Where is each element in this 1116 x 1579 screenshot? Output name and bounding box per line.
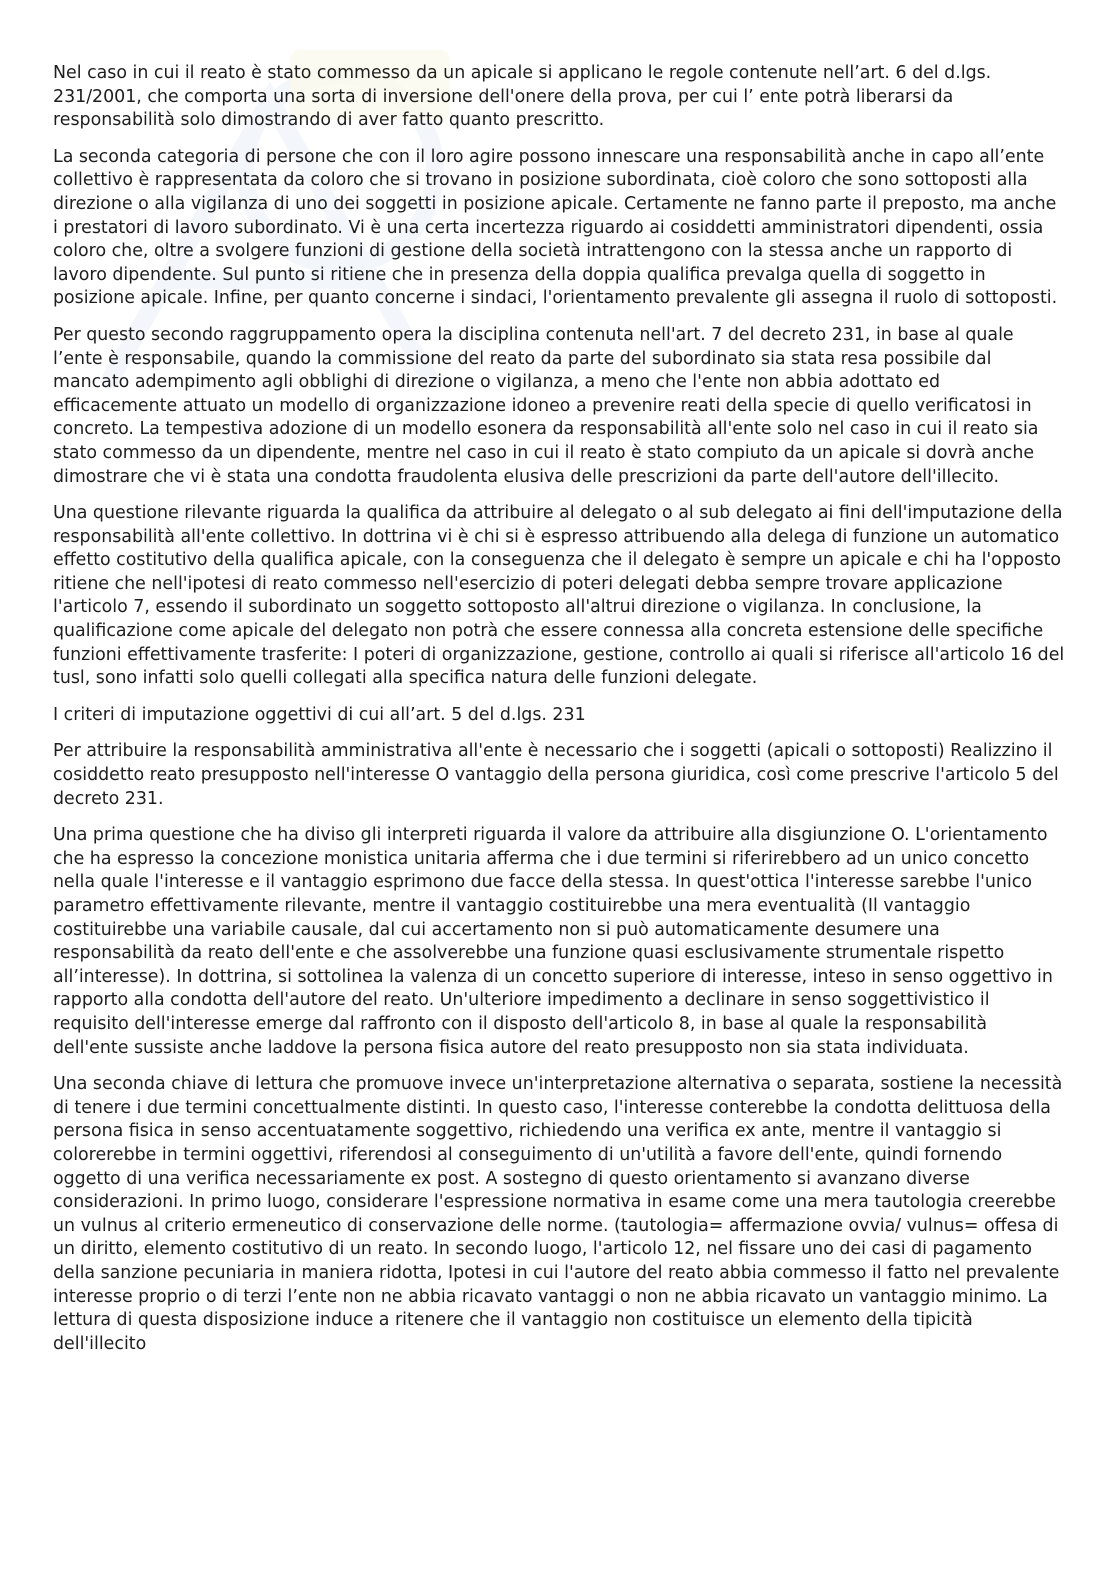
paragraph-interpretazione-alternativa: Una seconda chiave di lettura che promuove invece un'interpretazione alternativa o separata, sostiene la necessità di tenere i due termini concettualmente distinti. In questo caso, l'interesse conterebbe la condotta delittuosa della persona fisica in senso accentuatamente soggettivo, richiedendo una verifica ex ante, mentre il vantaggio si colorerebbe in termini oggettivi, riferendosi al conseguimento di un'utilità a favore dell'ente, quindi fornendo oggetto di una verifica necessariamente ex post. A sostegno di questo orientamento si avanzano diverse considerazioni. In primo luogo, considerare l'espressione normativa in esame come una mera tautologia creerebbe un vulnus al criterio ermeneutico di conservazione delle norme. (tautologia= affermazione ovvia/ vulnus= offesa di un diritto, elemento costitutivo di un reato. In secondo luogo, l'articolo 12, nel fissare uno dei casi di pagamento della sanzione pecuniaria in maniera ridotta, Ipotesi in cui l'autore del reato abbia commesso il fatto nel prevalente interesse proprio o di terzi l’ente non ne abbia ricavato vantaggi o non ne abbia ricavato un vantaggio minimo. La lettura di questa disposizione induce a ritenere che il vantaggio non costituisce un elemento della tipicità dell'illecito xyxy=(53,1074,1063,1354)
paragraph-concezione-monistica: Una prima questione che ha diviso gli interpreti riguarda il valore da attribuire alla disgiunzione O. L'orientamento che ha espresso la concezione monistica unitaria afferma che i due termini si riferirebbero ad un unico concetto nella quale l'interesse e il vantaggio esprimono due facce della stessa. In quest'ottica l'interesse sarebbe l'unico parametro effettivamente rilevante, mentre il vantaggio costituirebbe una mera eventualità (Il vantaggio costituirebbe una variabile causale, dal cui accertamento non si può automaticamente desumere una responsabilità da reato dell'ente e che assolverebbe una funzione quasi esclusivamente strumentale rispetto all’interesse). In dottrina, si sottolinea la valenza di un concetto superiore di interesse, inteso in senso oggettivo in rapporto alla condotta dell'autore del reato. Un'ulteriore impedimento a declinare in senso soggettivistico il requisito dell'interesse emerge dal raffronto con il disposto dell'articolo 8, in base al quale la responsabilità dell'ente sussiste anche laddove la persona fisica autore del reato presupposto non sia stata individuata. xyxy=(53,825,1053,1058)
section-heading-criteri-oggettivi: I criteri di imputazione oggettivi di cui all’art. 5 del d.lgs. 231 xyxy=(53,704,586,725)
paragraph-art-5: Per attribuire la responsabilità amministrativa all'ente è necessario che i soggetti (apicali o sottoposti) Realizzino il cosiddetto reato presupposto nell'interesse O vantaggio della persona giuridica, così come prescrive l'articolo 5 del decreto 231. xyxy=(53,741,1059,809)
paragraph-apicale: Nel caso in cui il reato è stato commesso da un apicale si applicano le regole contenute nell’art. 6 del d.lgs. 231/2001, che comporta una sorta di inversione dell'onere della prova, per cui l’ ente potrà liberarsi da responsabilità solo dimostrando di aver fatto quanto prescritto. xyxy=(53,63,992,131)
paragraph-art-7: Per questo secondo raggruppamento opera la disciplina contenuta nell'art. 7 del decreto 231, in base al quale l’ente è responsabile, quando la commissione del reato da parte del subordinato sia stata resa possibile dal mancato adempimento agli obblighi di direzione o vigilanza, a meno che l'ente non abbia adottato ed efficacemente attuato un modello di organizzazione idoneo a prevenire reati della specie di quello verificatosi in concreto. La tempestiva adozione di un modello esonera da responsabilità all'ente solo nel caso in cui il reato sia stato commesso da un dipendente, mentre nel caso in cui il reato è stato compiuto da un apicale si dovrà anche dimostrare che vi è stata una condotta fraudolenta elusiva delle prescrizioni da parte dell'autore dell'illecito. xyxy=(53,324,1039,487)
paragraph-delegato: Una questione rilevante riguarda la qualifica da attribuire al delegato o al sub delegato ai fini dell'imputazione della responsabilità all'ente collettivo. In dottrina vi è chi si è espresso attribuendo alla delega di funzione un automatico effetto costitutivo della qualifica apicale, con la conseguenza che il delegato è sempre un apicale e chi ha l'opposto ritiene che nell'ipotesi di reato commesso nell'esercizio di poteri delegati debba sempre trovare applicazione l'articolo 7, essendo il subordinato un soggetto sottoposto all'altrui direzione o vigilanza. In conclusione, la qualificazione come apicale del delegato non potrà che essere connessa alla concreta estensione delle specifiche funzioni effettivamente trasferite: I poteri di organizzazione, gestione, controllo ai quali si riferisce all'articolo 16 del tusl, sono infatti solo quelli collegati alla specifica natura delle funzioni delegate. xyxy=(53,503,1065,689)
paragraph-subordinati: La seconda categoria di persone che con il loro agire possono innescare una responsabilità anche in capo all’ente collettivo è rappresentata da coloro che si trovano in posizione subordinata, cioè coloro che sono sottoposti alla direzione o alla vigilanza di uno dei soggetti in posizione apicale. Certamente ne fanno parte il preposto, ma anche i prestatori di lavoro subordinato. Vi è una certa incertezza riguardo ai cosiddetti amministratori dipendenti, ossia coloro che, oltre a svolgere funzioni di gestione della società intrattengono con la stessa anche un rapporto di lavoro dipendente. Sul punto si ritiene che in presenza della doppia qualifica prevalga quella di soggetto in posizione apicale. Infine, per quanto concerne i sindaci, l'orientamento prevalente gli assegna il ruolo di sottoposti. xyxy=(53,146,1058,309)
document-body xyxy=(53,62,1065,1369)
